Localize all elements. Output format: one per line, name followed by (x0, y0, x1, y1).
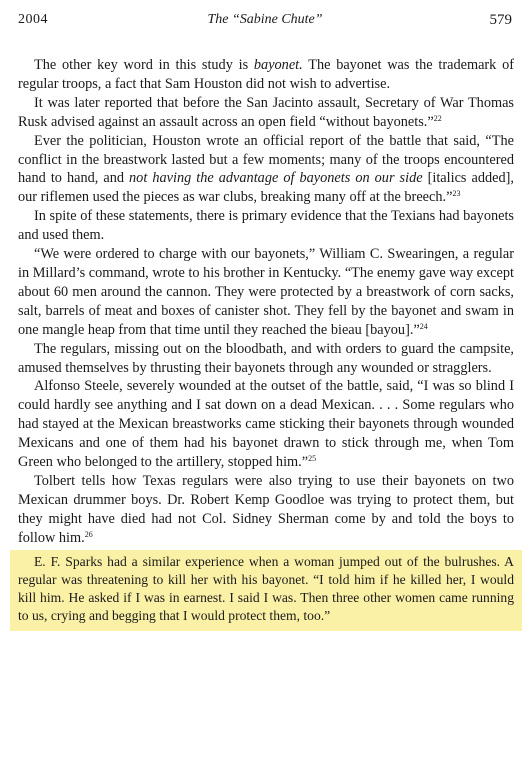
text-run: [italics added], our riflemen used the pieces as war clubs, breaking many off at the breech.” (18, 170, 514, 206)
italic-text: bayonet. (253, 57, 303, 73)
text-run: Alfonso Steele, severely wounded at the outset of the battle, said, “I was so blind I could hardly see anything and I sat down on a dead Mexican. . . . Some regulars who had stayed at the Mexican breastworks came sticking their bayonets through wounded Mexicans and one of them had his bayonet drawn to stick through me, when Tom Green who belonged to the artillery, stopped him.” (18, 378, 514, 471)
footnote-reference: 24 (419, 321, 428, 331)
highlighted-paragraph (10, 550, 522, 632)
paragraph (18, 56, 514, 94)
text-run: The bayonet was the trademark of regular troops, a fact that Sam Houston did not wish to advertise. (18, 57, 514, 92)
paragraph (18, 132, 514, 208)
paragraph (18, 245, 514, 340)
text-run: The regulars, missing out on the bloodbath, and with orders to guard the campsite, amused themselves by thrusting their bayonets through any wounded or stragglers. (18, 340, 514, 376)
paragraph (18, 207, 514, 245)
paragraph (18, 472, 514, 548)
text-run: “We were ordered to charge with our bayonets,” William C. Swearingen, a regular in Millard’s command, wrote to his brother in Kentucky. “The enemy gave way except about 60 men around the cannon. They were protected by a breastwork of corn sacks, salt, barrels of meat and boxes of canister shot. They fell by the bayonet and swam in one mangle heap from that time until they reached the bieau [bayou].” (18, 246, 514, 338)
running-header (18, 12, 512, 34)
footnote-reference: 23 (452, 189, 461, 199)
paragraph (18, 377, 514, 472)
paragraph (18, 94, 514, 132)
header-year: 2004 (18, 12, 48, 27)
header-running-title: The “Sabine Chute” (207, 12, 323, 27)
text-run: Ever the politician, Houston wrote an official report of the battle that said, “The conflict in the breastwork lasted but a few moments; many of the troops encountered hand to hand, and (18, 132, 514, 187)
page-number: 579 (489, 12, 512, 28)
text-run: It was later reported that before the San Jacinto assault, Secretary of War Thomas Rusk advised against an assault across an open field “without bayonets.” (18, 94, 514, 130)
text-run: Tolbert tells how Texas regulars were also trying to use their bayonets on two Mexican drummer boys. Dr. Robert Kemp Goodloe was trying to protect them, but they might have died had not Col. Sidney Sherman come by and told the boys to follow him. (18, 472, 514, 546)
article-body (18, 56, 514, 631)
italic-text: not having the advantage of bayonets on our side (129, 170, 423, 187)
footnote-reference: 25 (308, 454, 317, 464)
text-run: In spite of these statements, there is primary evidence that the Texians had bayonets and used them. (18, 208, 514, 244)
footnote-reference: 26 (84, 529, 93, 539)
text-run: E. F. Sparks had a similar experience when a woman jumped out of the bulrushes. A regular was threatening to kill her with his bayonet. “I told him if he killed her, I would kill him. He asked if I was in earnest. I said I was. Then three other women came running to us, crying and begging that I would protect them, too.” (18, 553, 514, 624)
paragraph (18, 340, 514, 378)
text-run: The other key word in this study is (34, 57, 254, 73)
footnote-reference: 22 (433, 113, 442, 123)
